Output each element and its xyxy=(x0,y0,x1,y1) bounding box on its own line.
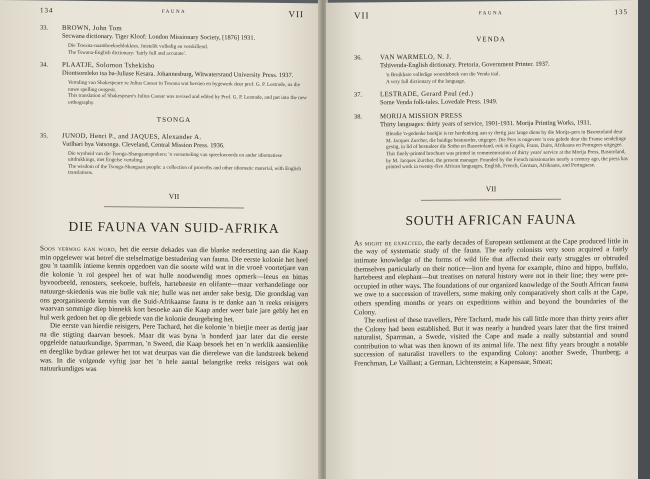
chapter-title: DIE FAUNA VAN SUID-AFRIKA xyxy=(68,218,280,236)
entry-title: Some Venda folk-tales. Lovedale Press. 1949. xyxy=(380,98,498,107)
entry-note-english: The wisdom of the Tsonga-Shangaan people: a collection of proverbs and other idiomatic material, with English translations. xyxy=(68,163,301,177)
entry-author: MORIJA MISSION PRESS xyxy=(380,112,463,121)
page-number: 135 xyxy=(614,8,628,17)
running-title: FAUNA xyxy=(161,9,187,15)
entry-title: Diontsoreleko tsa ba-Juliase Kesara. Johannesburg, Witwatersrand University Press. 1937. xyxy=(62,69,294,80)
entry-author: VAN WARMELO, N. J. xyxy=(380,53,452,62)
entry-note-english: This translation of Shakespeare's Julius Caesar was revised and edited by Prof. G. P. Lestrade, and put into the new orthography. xyxy=(68,93,307,106)
lead-in: As might be expected, xyxy=(354,238,425,248)
entry-title: Thirty languages: thirty years of service, 1901-1931. Morija Printing Works, 1931. xyxy=(380,119,592,129)
entry-number: 38. xyxy=(354,113,362,121)
entry-note-afrikaans: Vertaling van Shakespeare se Julius Caesar in Tswana wat hersien en bygewerk deur prof. G. P. Lestrade, na die nuwe spelling oorgesit. xyxy=(68,79,301,93)
bibliography-entry xyxy=(354,52,628,86)
lead-in: Soos verwag kan word, xyxy=(40,244,117,254)
left-page xyxy=(0,0,322,479)
chapter-title: SOUTH AFRICAN FAUNA xyxy=(405,211,577,228)
running-header-left xyxy=(40,4,308,27)
bibliography-entry xyxy=(354,89,628,107)
entry-author: LESTRADE, Gerard Paul (ed.) xyxy=(380,90,474,99)
chapter-number: VII xyxy=(485,184,497,194)
running-title: FAUNA xyxy=(478,11,504,17)
body-paragraph: The earliest of these travellers, Père Tachard, made his call little more than thirty years after the Colony had been established. But it was nearly a hundred years later that the first trained naturalist, Sparrman, a Swede, visited the Cape and made a really substantial and sound contribution to what was then known of its animal life. The next fifty years brought a notable succession of naturalist travellers to the expanding Colony: another Swede, Thunberg; a Frenchman, Le Vaillant; a German, Lichtenstein; a Kapensaar, Smeat; xyxy=(354,314,628,368)
body-paragraph xyxy=(354,237,628,317)
bibliography-entry xyxy=(354,111,628,171)
entry-title: Vutlhari bya Vatsonga. Cleveland, Central Mission Press. 1936. xyxy=(62,140,225,149)
entry-number: 35. xyxy=(40,131,48,140)
entry-author: BROWN, John Tom xyxy=(62,24,122,33)
right-page xyxy=(326,0,640,479)
section-number: VII xyxy=(288,9,304,20)
bibliography-entry xyxy=(40,62,308,109)
language-group-heading: TSONGA xyxy=(156,115,192,124)
entry-author: PLAATJE, Solomon Tshekisho xyxy=(62,61,155,70)
entry-note-english: A very full dictionary of the language. xyxy=(386,78,466,85)
entry-title: Tshivenda-English dictionary. Pretoria, Government Printer. 1937. xyxy=(380,60,550,70)
entry-number: 34. xyxy=(40,61,48,69)
entry-number: 37. xyxy=(354,91,362,99)
entry-author: JUNOD, Henri P., and JAQUES, Alexander A. xyxy=(62,132,202,141)
chapter-rule xyxy=(104,206,244,208)
paragraph-text: the early decades of European settlement at the Cape produced little in the way of systematic study of the fauna. The early colonists very soon acquired a fairly intimate knowledge of the forms of wild life that affected their early struggles or obtruded themselves particularly on their notice—lion and hyena for example, rhino and hippo, buffalo, hartebeest and elephant—but treatises on natural history were not in their line; they were pre-occupied in other ways. The foundations of our organized knowledge of the South African fauna we owe to a succession of travellers, some making only comparatively short calls at the Cape, others spending months or years on expeditions within and beyond the boundaries of the Colony. xyxy=(354,236,628,316)
entry-title: Secwana dictionary. Tiger Kloof: London Missionary Society, [1876] 1931. xyxy=(62,32,256,42)
entry-note-afrikaans: Bleadie 'n-gedenke boekjie is ter herdenking aan sy dertig jaar lange diens by die Morija-pers in Basoetoland deur M. Jacques Zurcher, die huidige bestuurder, uitgegee. Die Pers is ongeveer 'n eeu gelede deur die Franse sendelinge gestig, in lid of bestudeer die Sotho en Basoetoland, ook in Engels, Frans, Duits, Afrikaans en Portugees uitgegee. xyxy=(386,129,627,151)
entry-note-english: The Tswana-English dictionary: 'fairly full and accurate'. xyxy=(68,49,186,57)
body-paragraph: Die eerste van hierdie reisigers, Pere Tachard, het die kolonie 'n bietjie meer as dertig jaar na die stigting daarvan besoek. Maar dit was byna 'n honderd jaar later dat die eerste opgeleide natuurkundige, Sparrman, 'n Sweed, die Kaap besoek het en 'n werklik aansienlike en deeglike bydrae gelewer het tot wat deurpas van die dierelewe van die landstreek bekend was. In die volgende vyftig jaar het 'n hele aantal belangrike reeks reisigers wat ook natuurkundiges was xyxy=(40,321,308,374)
entry-number: 33. xyxy=(40,24,48,32)
body-paragraph xyxy=(40,244,308,324)
running-header-right xyxy=(354,6,628,28)
entry-note-afrikaans: 'n Bruikbare volledige woordeboek van die Venda taal. xyxy=(386,71,500,79)
page-number: 134 xyxy=(40,6,54,15)
entry-note-english: This finely-printed brochure was printed in commemoration of thirty years' service at the Morija Press, Basutoland, by M. Jacques Zurcher, the present manager. Founded by the French missionaries nearly a century ago, the press has printed work in twenty-five African languages, English, French, German, Afrikaans, and Portuguese. xyxy=(386,149,628,171)
background-edge xyxy=(638,0,650,479)
chapter-number: VII xyxy=(168,191,180,201)
paragraph-text: het die eerste dekades van die blanke nedersetting aan die Kaap min opgelewer wat betref die stelselmatige bestudering van fauna. Die eerste kolonie het heel gou 'n taamlik intieme kennis opgedoen van die soorte wild wat in die vroeë voortetjare van die kolonie 'n rol gespeel het of wat hulle noodwendig moes opmerk—leeus en bittas byvoorbeeld, renosters, seekoeie, buffels, hartebeeste en olifante—maar verhandelinge oor natuurge-skiedenis was nie bulle vak nie; hulle was net ander sake besig. Die grondslag van ons georganiseerde kennis van die Suid-Afrikaanse fauna is te danke aan 'n reeks reisigers waarvan sommige diep binnekk kort besoeke aan die Kaap ander weer baie jare gebly het en hul werk gedoen het op die gebiede van die kolonie deurgebring het. xyxy=(40,245,308,324)
bibliography-entry xyxy=(40,132,308,179)
bibliography-entry xyxy=(40,24,308,58)
entry-number: 36. xyxy=(354,54,362,62)
chapter-rule xyxy=(421,198,561,200)
entry-note-afrikaans: Die wysheid van die Tsonga-Shangaansprekers: 'n versameling van spreekwoorde en ander idiomatiese uitdrukkings, met Engelse vertaling. xyxy=(68,150,283,164)
language-group-heading: VENDA xyxy=(476,35,506,44)
section-number: VII xyxy=(354,10,370,21)
entry-note-afrikaans: Die Tswana-naamboekoeblokkies. Juistelik volledig en verskillend. xyxy=(68,42,209,51)
